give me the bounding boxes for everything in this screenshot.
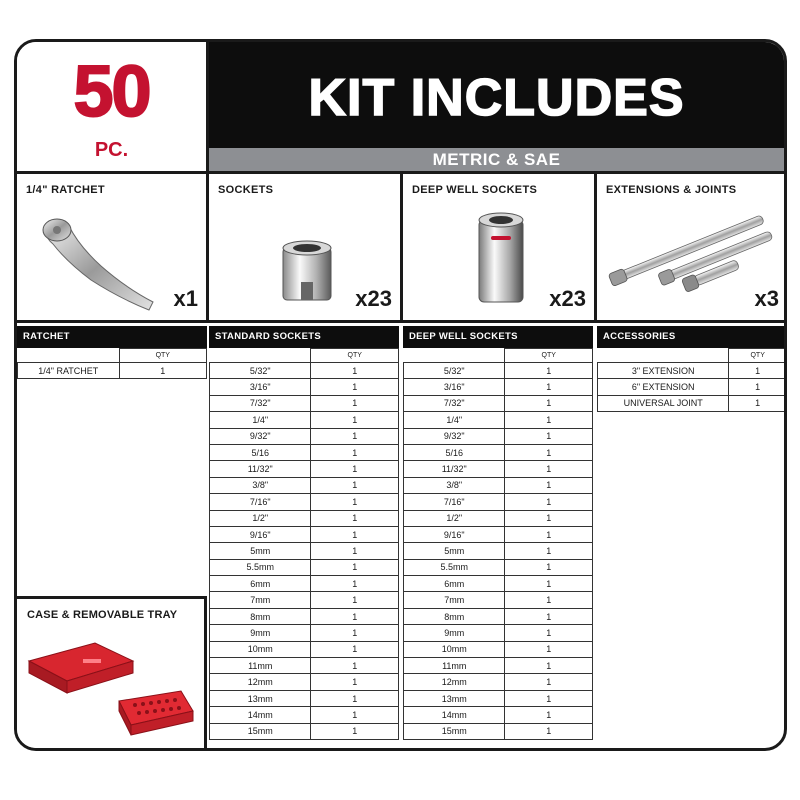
qty-cell: 1 xyxy=(311,576,399,592)
qty-cell: 1 xyxy=(311,608,399,624)
table-row xyxy=(210,592,399,608)
table-row xyxy=(404,723,593,739)
item-cell: 12mm xyxy=(404,674,505,690)
table-row xyxy=(210,526,399,542)
table-row xyxy=(210,625,399,641)
qty-cell: 1 xyxy=(311,526,399,542)
qty-cell: 1 xyxy=(729,379,787,395)
qty-cell: 1 xyxy=(505,412,593,428)
table-row xyxy=(210,379,399,395)
page-title: KIT INCLUDES xyxy=(308,69,685,127)
case-tray-icon xyxy=(25,631,197,747)
item-cell: 5/16 xyxy=(210,444,311,460)
table-row xyxy=(210,608,399,624)
item-cell: 6" EXTENSION xyxy=(598,379,729,395)
item-cell: 1/2" xyxy=(404,510,505,526)
item-cell: 7/16" xyxy=(210,494,311,510)
item-cell: 15mm xyxy=(210,723,311,739)
standard-sockets-table xyxy=(209,348,399,740)
qty-cell: 1 xyxy=(119,363,206,379)
qty-cell: 1 xyxy=(505,363,593,379)
qty-cell: 1 xyxy=(311,494,399,510)
page-subtitle: METRIC & SAE xyxy=(432,150,561,169)
standard-sockets-title: STANDARD SOCKETS xyxy=(209,326,399,348)
item-cell: 10mm xyxy=(404,641,505,657)
item-cell: 11mm xyxy=(210,658,311,674)
table-row xyxy=(210,444,399,460)
qty-cell: 1 xyxy=(505,625,593,641)
qty-cell: 1 xyxy=(729,395,787,411)
item-cell: 13mm xyxy=(210,690,311,706)
qty-cell: 1 xyxy=(505,559,593,575)
tile-ratchet xyxy=(17,174,209,323)
table-row xyxy=(404,526,593,542)
qty-cell: 1 xyxy=(505,477,593,493)
table-row xyxy=(210,461,399,477)
qty-cell: 1 xyxy=(505,723,593,739)
standard-sockets-section xyxy=(209,326,399,740)
table-row xyxy=(404,707,593,723)
qty-cell: 1 xyxy=(311,674,399,690)
extensions-icon xyxy=(603,210,779,300)
qty-cell: 1 xyxy=(729,363,787,379)
item-cell: 13mm xyxy=(404,690,505,706)
qty-cell: 1 xyxy=(505,526,593,542)
deep-socket-icon xyxy=(473,210,529,310)
table-row xyxy=(210,510,399,526)
item-cell: 15mm xyxy=(404,723,505,739)
qty-cell: 1 xyxy=(311,559,399,575)
table-row xyxy=(404,428,593,444)
piece-count-unit: PC. xyxy=(94,139,129,161)
qty-cell: 1 xyxy=(505,379,593,395)
socket-icon xyxy=(277,238,337,308)
table-row xyxy=(210,723,399,739)
qty-cell: 1 xyxy=(311,477,399,493)
item-cell: 7/16" xyxy=(404,494,505,510)
qty-cell: 1 xyxy=(311,658,399,674)
tile-qty: x1 xyxy=(173,286,198,311)
accessories-title: ACCESSORIES xyxy=(597,326,787,348)
item-cell: 5/32" xyxy=(210,363,311,379)
kit-includes-panel xyxy=(14,39,787,751)
table-row xyxy=(404,379,593,395)
piece-count-box xyxy=(17,42,209,174)
table-row xyxy=(210,477,399,493)
item-cell: 11mm xyxy=(404,658,505,674)
item-cell: 3/8" xyxy=(404,477,505,493)
item-cell: 9/32" xyxy=(404,428,505,444)
deep-sockets-title: DEEP WELL SOCKETS xyxy=(403,326,593,348)
table-row xyxy=(210,674,399,690)
table-row xyxy=(404,412,593,428)
item-cell: 6mm xyxy=(404,576,505,592)
item-cell: 7mm xyxy=(404,592,505,608)
qty-cell: 1 xyxy=(311,428,399,444)
qty-cell: 1 xyxy=(505,576,593,592)
qty-cell: 1 xyxy=(505,543,593,559)
table-row xyxy=(210,690,399,706)
item-cell: 5mm xyxy=(210,543,311,559)
piece-count: 50 xyxy=(73,52,150,132)
qty-cell: 1 xyxy=(311,625,399,641)
item-cell: 3/16" xyxy=(404,379,505,395)
table-row xyxy=(18,363,207,379)
qty-cell: 1 xyxy=(311,690,399,706)
qty-cell: 1 xyxy=(505,444,593,460)
table-row xyxy=(210,707,399,723)
tile-sockets xyxy=(209,174,403,323)
table-row xyxy=(210,559,399,575)
item-cell: 9mm xyxy=(404,625,505,641)
qty-cell: 1 xyxy=(311,592,399,608)
table-row xyxy=(210,641,399,657)
table-row xyxy=(598,395,787,411)
item-cell: 7mm xyxy=(210,592,311,608)
tile-title: SOCKETS xyxy=(218,184,274,196)
qty-header: QTY xyxy=(311,349,399,363)
table-row xyxy=(404,444,593,460)
table-row xyxy=(404,658,593,674)
tile-title: EXTENSIONS & JOINTS xyxy=(606,184,737,196)
item-cell: 1/4" RATCHET xyxy=(18,363,120,379)
ratchet-table-section xyxy=(17,326,207,379)
qty-cell: 1 xyxy=(505,707,593,723)
qty-cell: 1 xyxy=(505,658,593,674)
tile-qty: x23 xyxy=(549,286,586,311)
table-row xyxy=(210,543,399,559)
qty-cell: 1 xyxy=(311,379,399,395)
item-cell: 5/32" xyxy=(404,363,505,379)
qty-cell: 1 xyxy=(505,608,593,624)
table-row xyxy=(404,625,593,641)
item-cell: 5/16 xyxy=(404,444,505,460)
tile-deep-sockets xyxy=(403,174,597,323)
ratchet-table-title: RATCHET xyxy=(17,326,207,348)
item-cell: 9/16" xyxy=(210,526,311,542)
qty-cell: 1 xyxy=(505,510,593,526)
item-cell: 3/8" xyxy=(210,477,311,493)
item-cell: 1/4" xyxy=(210,412,311,428)
qty-header: QTY xyxy=(505,349,593,363)
tile-extensions xyxy=(597,174,787,323)
qty-cell: 1 xyxy=(311,543,399,559)
accessories-section xyxy=(597,326,787,412)
table-row xyxy=(210,363,399,379)
table-row xyxy=(404,690,593,706)
ratchet-table xyxy=(17,348,207,379)
qty-cell: 1 xyxy=(505,395,593,411)
item-cell: 5.5mm xyxy=(404,559,505,575)
deep-sockets-section xyxy=(403,326,593,740)
table-row xyxy=(210,428,399,444)
qty-cell: 1 xyxy=(311,395,399,411)
table-row xyxy=(404,576,593,592)
item-cell: 3/16" xyxy=(210,379,311,395)
table-row xyxy=(598,379,787,395)
qty-cell: 1 xyxy=(505,494,593,510)
qty-cell: 1 xyxy=(311,707,399,723)
item-cell: 5mm xyxy=(404,543,505,559)
table-row xyxy=(210,494,399,510)
table-row xyxy=(210,412,399,428)
item-cell: 8mm xyxy=(404,608,505,624)
title-banner xyxy=(209,42,784,148)
item-cell: 1/4" xyxy=(404,412,505,428)
table-row xyxy=(404,641,593,657)
qty-cell: 1 xyxy=(311,444,399,460)
item-cell: 11/32" xyxy=(210,461,311,477)
qty-header: QTY xyxy=(119,349,206,363)
item-cell: UNIVERSAL JOINT xyxy=(598,395,729,411)
table-row xyxy=(210,658,399,674)
table-row xyxy=(598,363,787,379)
case-title: CASE & REMOVABLE TRAY xyxy=(27,609,178,621)
item-cell: 10mm xyxy=(210,641,311,657)
deep-sockets-table xyxy=(403,348,593,740)
qty-cell: 1 xyxy=(505,428,593,444)
tile-title: 1/4" RATCHET xyxy=(26,184,105,196)
qty-cell: 1 xyxy=(311,723,399,739)
qty-cell: 1 xyxy=(505,592,593,608)
qty-cell: 1 xyxy=(505,461,593,477)
table-row xyxy=(404,608,593,624)
item-cell: 1/2" xyxy=(210,510,311,526)
table-row xyxy=(210,576,399,592)
qty-cell: 1 xyxy=(311,641,399,657)
qty-cell: 1 xyxy=(505,674,593,690)
qty-cell: 1 xyxy=(505,641,593,657)
table-row xyxy=(404,592,593,608)
qty-cell: 1 xyxy=(311,363,399,379)
qty-cell: 1 xyxy=(311,412,399,428)
subtitle-banner xyxy=(209,148,784,174)
item-cell: 11/32" xyxy=(404,461,505,477)
table-row xyxy=(404,543,593,559)
item-cell: 5.5mm xyxy=(210,559,311,575)
item-cell: 7/32" xyxy=(210,395,311,411)
item-cell: 14mm xyxy=(404,707,505,723)
item-cell: 8mm xyxy=(210,608,311,624)
item-cell: 9/32" xyxy=(210,428,311,444)
item-cell: 9mm xyxy=(210,625,311,641)
qty-cell: 1 xyxy=(311,510,399,526)
tile-qty: x23 xyxy=(355,286,392,311)
item-cell: 3" EXTENSION xyxy=(598,363,729,379)
item-cell: 9/16" xyxy=(404,526,505,542)
qty-header: QTY xyxy=(729,349,787,363)
qty-cell: 1 xyxy=(505,690,593,706)
table-row xyxy=(404,363,593,379)
tile-title: DEEP WELL SOCKETS xyxy=(412,184,538,196)
item-cell: 12mm xyxy=(210,674,311,690)
case-tray-box xyxy=(17,596,207,751)
table-row xyxy=(404,559,593,575)
table-row xyxy=(404,510,593,526)
item-cell: 7/32" xyxy=(404,395,505,411)
qty-cell: 1 xyxy=(311,461,399,477)
ratchet-icon xyxy=(31,206,161,316)
table-row xyxy=(404,494,593,510)
table-row xyxy=(404,395,593,411)
accessories-table xyxy=(597,348,787,412)
table-row xyxy=(404,674,593,690)
item-cell: 6mm xyxy=(210,576,311,592)
item-cell: 14mm xyxy=(210,707,311,723)
table-row xyxy=(210,395,399,411)
table-row xyxy=(404,477,593,493)
table-row xyxy=(404,461,593,477)
tile-qty: x3 xyxy=(754,286,779,311)
